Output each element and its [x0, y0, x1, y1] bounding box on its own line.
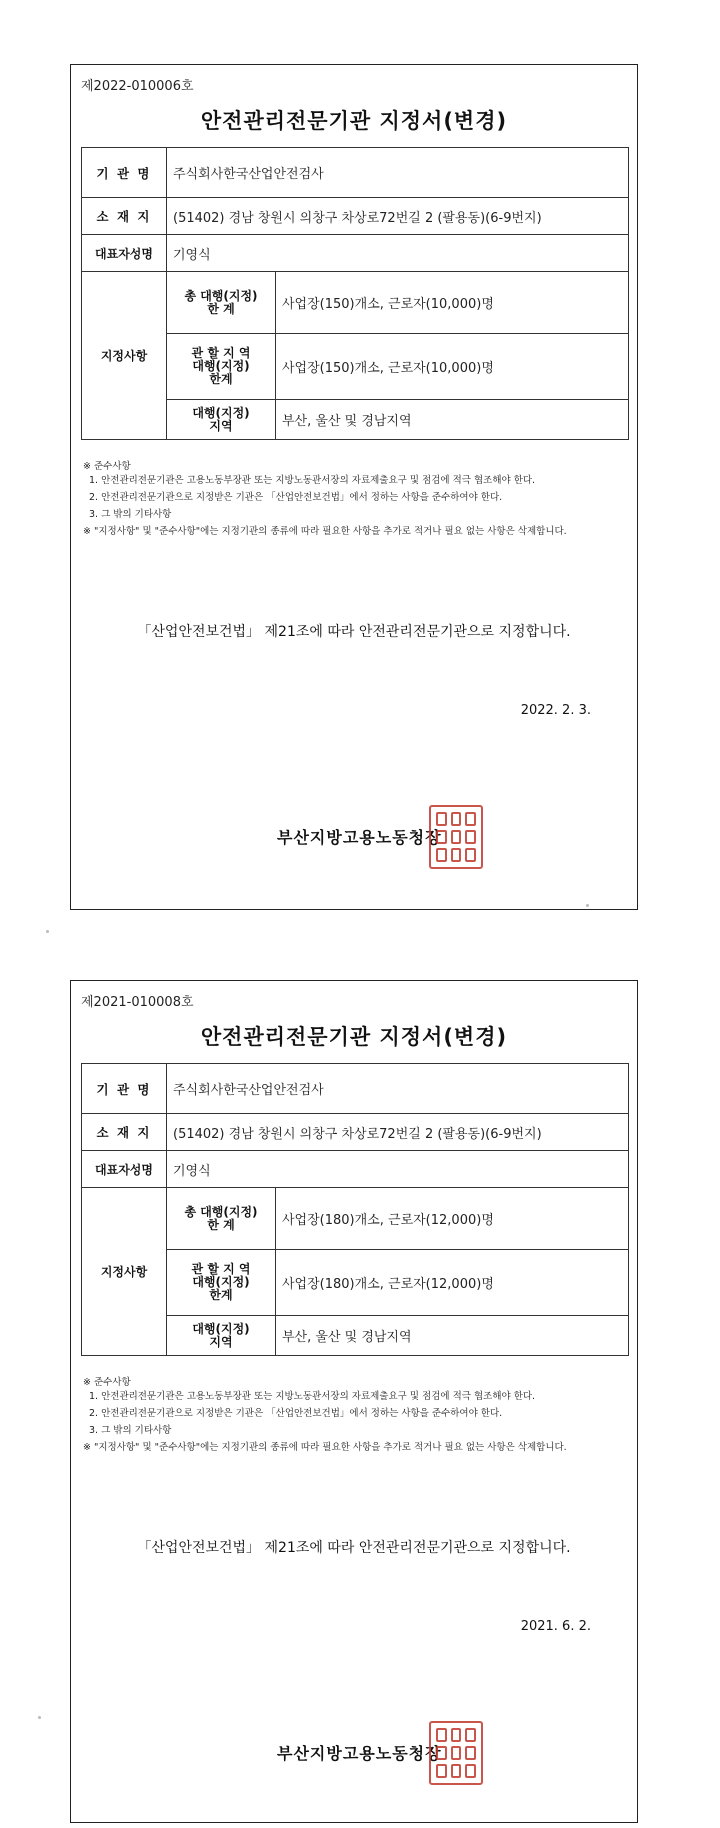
jurisdiction-limit-label-line3: 한계 — [209, 1288, 233, 1302]
document-title: 안전관리전문기관 지정서(변경) — [200, 109, 508, 133]
issue-date: 2022. 2. 3. — [520, 703, 591, 718]
representative-label: 대표자성명 — [82, 1151, 167, 1188]
address-label: 소 재 지 — [82, 198, 167, 235]
org-name-label: 기 관 명 — [82, 1064, 167, 1114]
jurisdiction-limit-label — [167, 1250, 276, 1316]
document-number: 제2021-010008호 — [81, 995, 194, 1010]
official-seal-stamp — [429, 805, 483, 869]
document-number: 제2022-010006호 — [81, 79, 194, 94]
jurisdiction-limit-label — [167, 334, 276, 400]
org-name-value: 주식회사한국산업안전검사 — [167, 148, 629, 198]
notes-footnote: ※ "지정사항" 및 "준수사항"에는 지정기관의 종류에 따라 필요한 사항을 추가로 적거나 필요 없는 사항은 삭제합니다. — [83, 526, 567, 537]
representative-label: 대표자성명 — [82, 235, 167, 272]
compliance-notes — [83, 461, 628, 543]
address-value: (51402) 경남 창원시 의창구 차상로72번길 2 (팔용동)(6-9번지) — [167, 198, 629, 235]
address-label: 소 재 지 — [82, 1114, 167, 1151]
total-limit-value: 사업장(180)개소, 근로자(12,000)명 — [276, 1188, 629, 1250]
compliance-notes — [83, 1377, 628, 1459]
total-limit-value: 사업장(150)개소, 근로자(10,000)명 — [276, 272, 629, 334]
notes-header: ※ 준수사항 — [83, 1377, 131, 1388]
issuer-name: 부산지방고용노동청장 — [277, 1744, 442, 1763]
org-name-value: 주식회사한국산업안전검사 — [167, 1064, 629, 1114]
area-label-line1: 대행(지정) — [192, 1321, 250, 1336]
notes-header: ※ 준수사항 — [83, 461, 131, 472]
area-label — [167, 400, 276, 440]
notes-item-1: 1. 안전관리전문기관은 고용노동부장관 또는 지방노동관서장의 자료제출요구 및 점검에 적극 협조해야 한다. — [89, 1391, 536, 1402]
jurisdiction-limit-label-line2: 대행(지정) — [192, 1275, 250, 1289]
total-limit-label-line2: 한 계 — [207, 301, 235, 316]
area-value: 부산, 울산 및 경남지역 — [276, 1316, 629, 1356]
total-limit-label — [167, 1188, 276, 1250]
info-table — [81, 1063, 629, 1356]
info-table — [81, 147, 629, 440]
document-title: 안전관리전문기관 지정서(변경) — [200, 1025, 508, 1049]
area-label-line2: 지역 — [209, 1334, 233, 1349]
jurisdiction-limit-label-line2: 대행(지정) — [192, 359, 250, 373]
address-value: (51402) 경남 창원시 의창구 차상로72번길 2 (팔용동)(6-9번지) — [167, 1114, 629, 1151]
jurisdiction-limit-label-line3: 한계 — [209, 372, 233, 386]
org-name-label: 기 관 명 — [82, 148, 167, 198]
certificate-document — [70, 64, 638, 910]
designation-label: 지정사항 — [82, 272, 167, 440]
total-limit-label — [167, 272, 276, 334]
declaration-text: 「산업안전보건법」 제21조에 따라 안전관리전문기관으로 지정합니다. — [137, 1540, 571, 1556]
jurisdiction-limit-label-line1: 관 할 지 역 — [191, 346, 251, 360]
certificate-document — [70, 980, 638, 1823]
notes-footnote: ※ "지정사항" 및 "준수사항"에는 지정기관의 종류에 따라 필요한 사항을 추가로 적거나 필요 없는 사항은 삭제합니다. — [83, 1442, 567, 1453]
notes-item-3: 3. 그 밖의 기타사항 — [89, 1425, 172, 1436]
area-label-line1: 대행(지정) — [192, 405, 250, 420]
notes-item-3: 3. 그 밖의 기타사항 — [89, 509, 172, 520]
issue-date: 2021. 6. 2. — [520, 1619, 591, 1634]
area-value: 부산, 울산 및 경남지역 — [276, 400, 629, 440]
issuer-name: 부산지방고용노동청장 — [277, 828, 442, 847]
jurisdiction-limit-label-line1: 관 할 지 역 — [191, 1262, 251, 1276]
total-limit-label-line2: 한 계 — [207, 1217, 235, 1232]
representative-value: 기영식 — [167, 235, 629, 272]
total-limit-label-line1: 총 대행(지정) — [184, 288, 258, 303]
declaration-text: 「산업안전보건법」 제21조에 따라 안전관리전문기관으로 지정합니다. — [137, 624, 571, 640]
representative-value: 기영식 — [167, 1151, 629, 1188]
area-label — [167, 1316, 276, 1356]
area-label-line2: 지역 — [209, 418, 233, 433]
jurisdiction-limit-value: 사업장(180)개소, 근로자(12,000)명 — [276, 1250, 629, 1316]
total-limit-label-line1: 총 대행(지정) — [184, 1204, 258, 1219]
notes-item-2: 2. 안전관리전문기관으로 지정받은 기관은 「산업안전보건법」에서 정하는 사항을 준수하여야 한다. — [89, 492, 503, 503]
official-seal-stamp — [429, 1721, 483, 1785]
jurisdiction-limit-value: 사업장(150)개소, 근로자(10,000)명 — [276, 334, 629, 400]
designation-label: 지정사항 — [82, 1188, 167, 1356]
notes-item-1: 1. 안전관리전문기관은 고용노동부장관 또는 지방노동관서장의 자료제출요구 및 점검에 적극 협조해야 한다. — [89, 475, 536, 486]
notes-item-2: 2. 안전관리전문기관으로 지정받은 기관은 「산업안전보건법」에서 정하는 사항을 준수하여야 한다. — [89, 1408, 503, 1419]
